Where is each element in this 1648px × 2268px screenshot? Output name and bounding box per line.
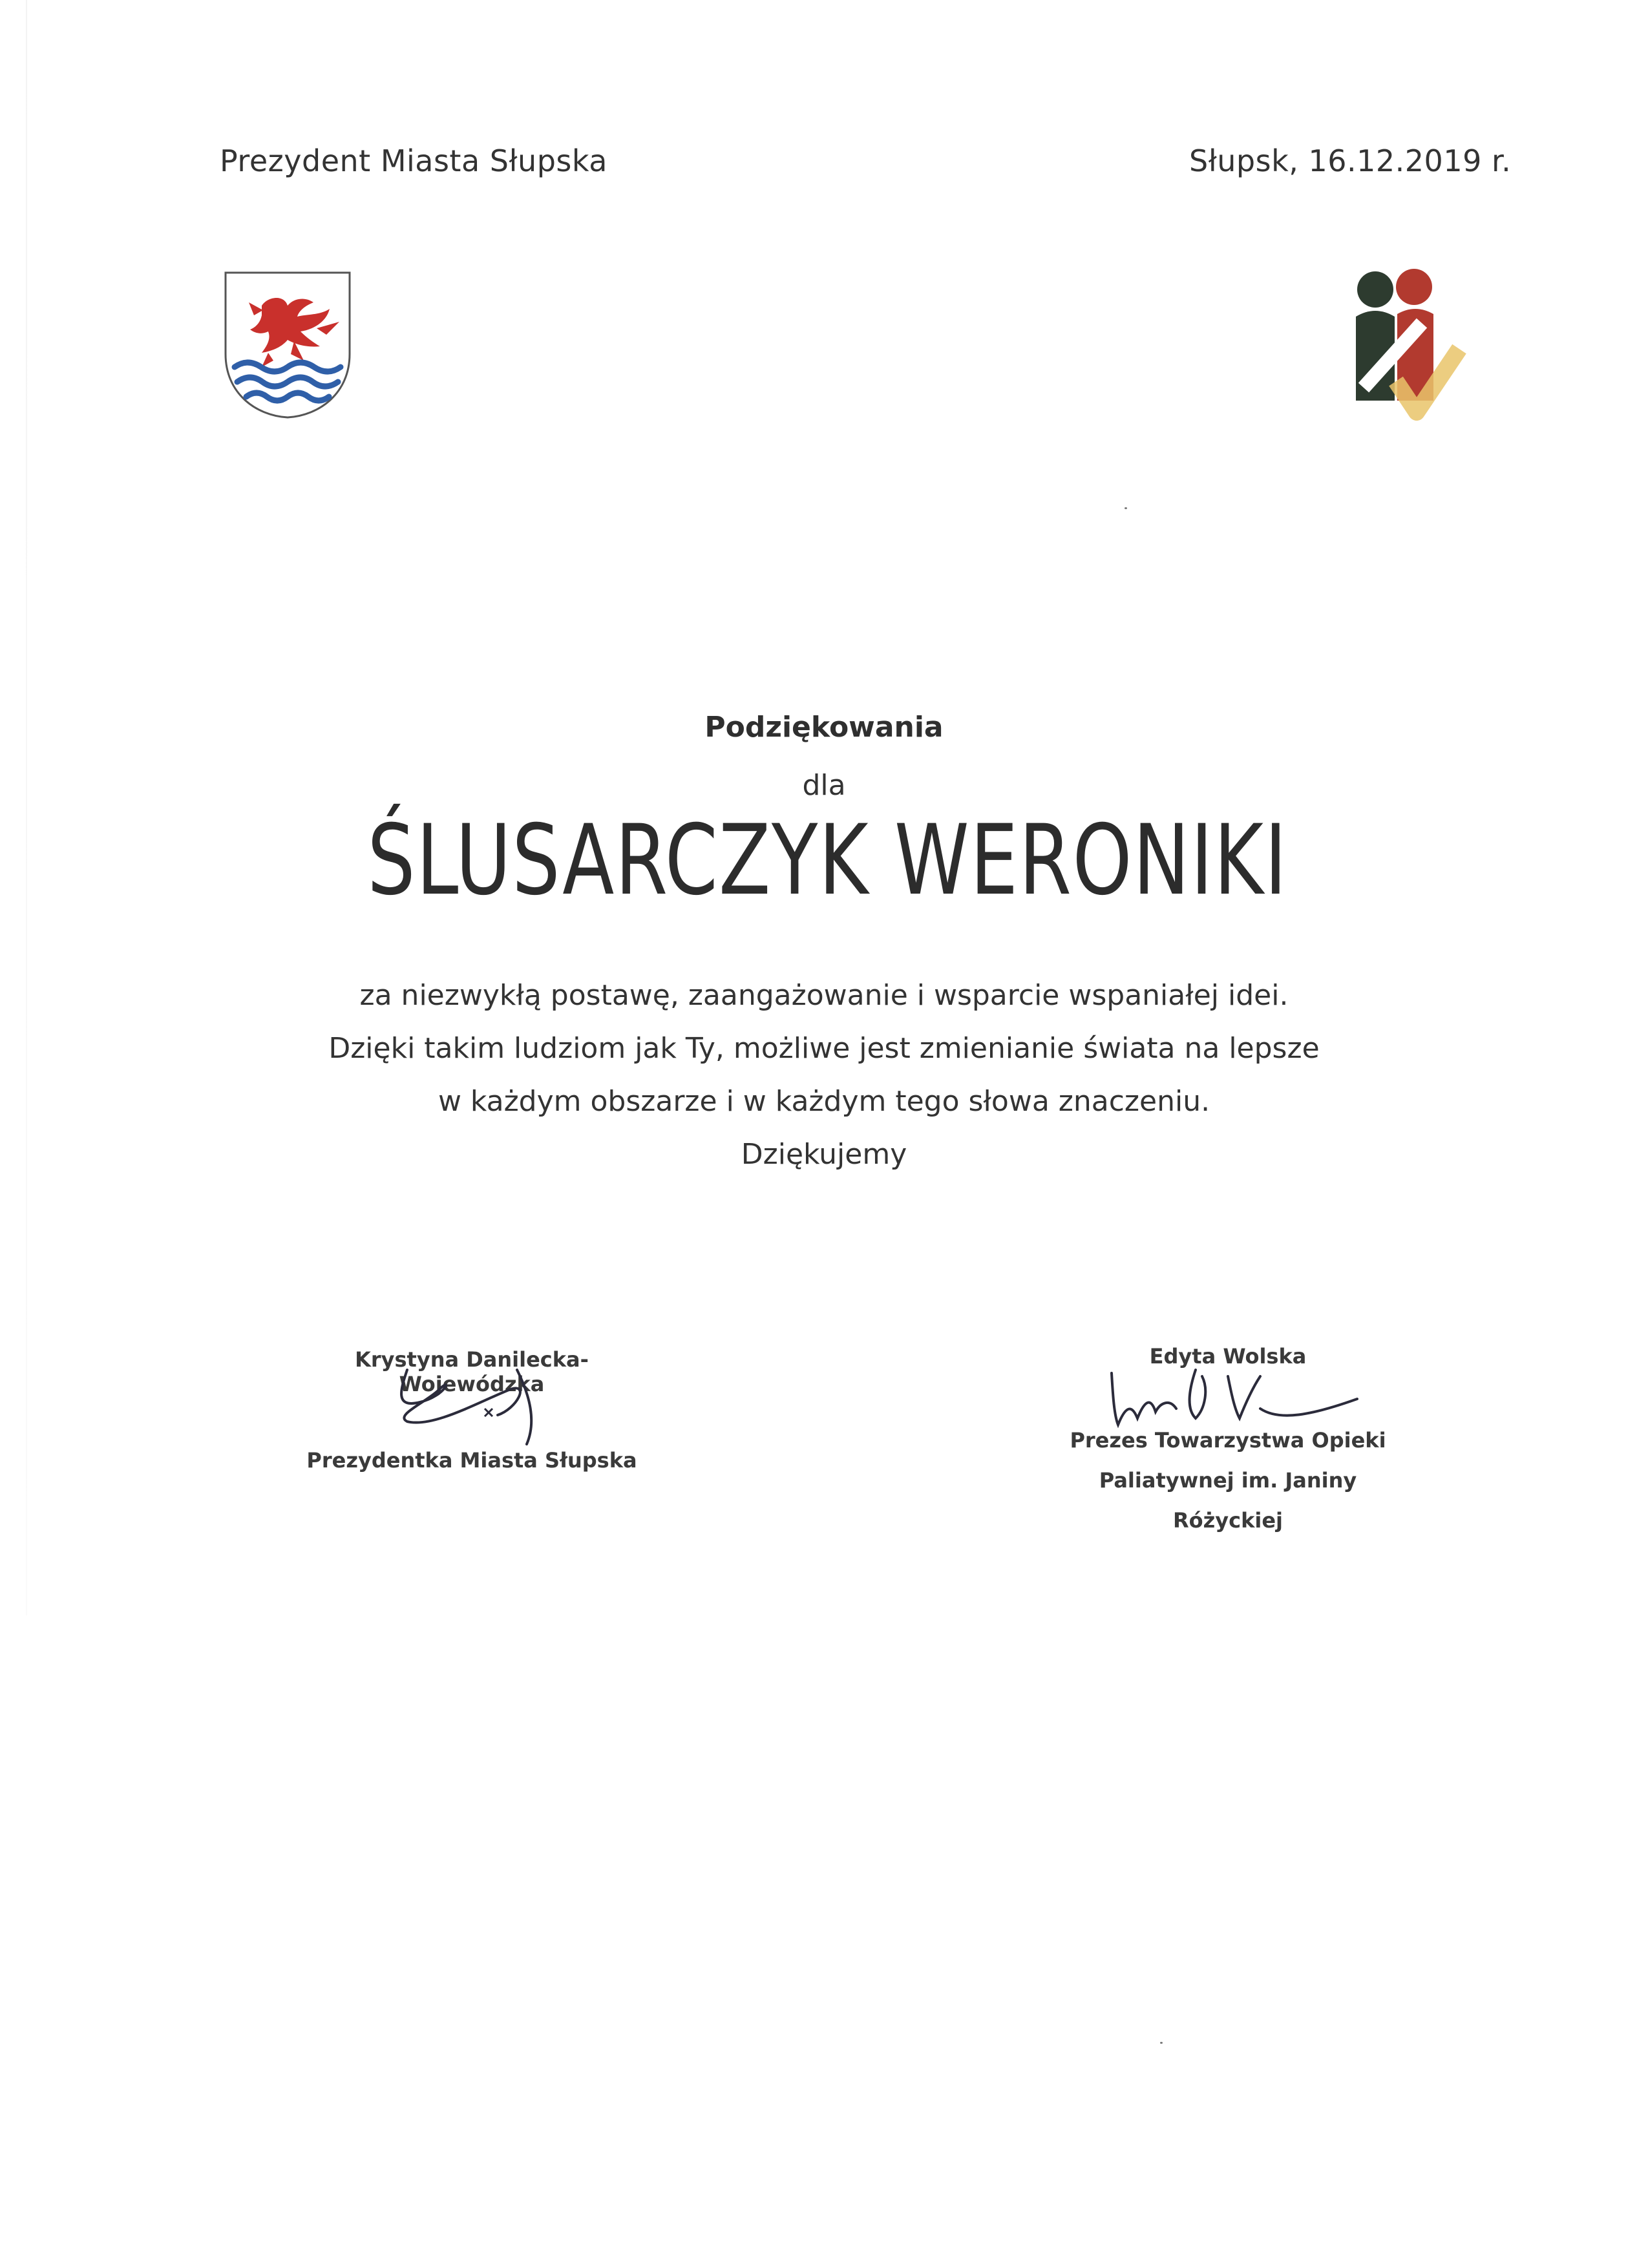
- signatory-right-role-line: Prezes Towarzystwa Opieki: [1070, 1428, 1386, 1453]
- signatory-left-name: Krystyna Danilecka-Wojewódzka: [355, 1347, 589, 1396]
- scan-speck: [1125, 507, 1127, 509]
- certificate-body: [0, 969, 1648, 1181]
- scan-edge: [26, 0, 27, 1615]
- coat-of-arms-icon: [223, 270, 352, 419]
- signatory-right-role: [1047, 1420, 1409, 1540]
- body-line: w każdym obszarze i w każdym tego słowa znaczeniu.: [438, 1085, 1210, 1118]
- hospice-logo-icon: [1344, 265, 1467, 426]
- issuer-title: Prezydent Miasta Słupska: [220, 143, 607, 178]
- body-line: Dzięki takim ludziom jak Ty, możliwe jest zmienianie świata na lepsze: [328, 1032, 1320, 1065]
- signature-right-icon: [1099, 1363, 1370, 1434]
- scan-speck: [1160, 2042, 1163, 2044]
- certificate-heading: Podziękowania: [704, 711, 944, 744]
- body-line: Dziękujemy: [741, 1138, 907, 1171]
- signature-left-icon: [381, 1363, 575, 1447]
- body-line: za niezwykłą postawę, zaangażowanie i wsparcie wspaniałej idei.: [359, 979, 1289, 1012]
- place-date: Słupsk, 16.12.2019 r.: [1189, 143, 1512, 178]
- signatory-left-role: Prezydentka Miasta Słupska: [306, 1448, 637, 1473]
- recipient-name: ŚLUSARCZYK WERONIKI: [367, 804, 1288, 917]
- signatory-right-role-line: Paliatywnej im. Janiny Różyckiej: [1099, 1468, 1357, 1533]
- certificate-dla: dla: [802, 769, 846, 802]
- signatory-right-name: Edyta Wolska: [1149, 1344, 1307, 1369]
